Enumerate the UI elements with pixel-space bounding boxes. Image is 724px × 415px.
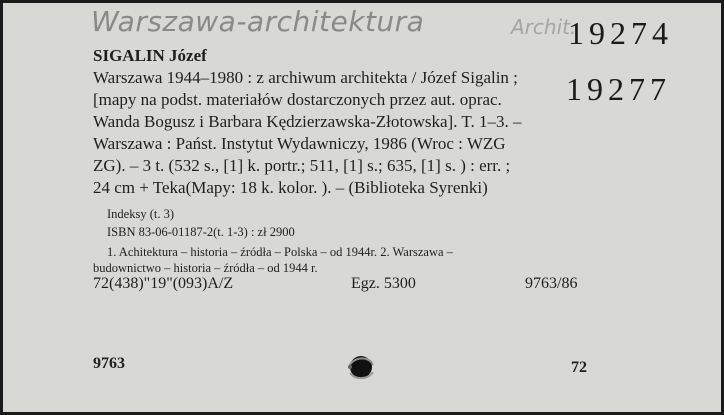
note-isbn: ISBN 83-06-01187-2(t. 1-3) : zł 2900: [107, 225, 295, 239]
record-line: 24 cm + Teka(Mapy: 18 k. kolor. ). – (Biblioteka Syrenki): [93, 178, 488, 197]
note-index: Indeksy (t. 3): [107, 207, 174, 221]
handwritten-subject: Warszawa-architektura: [91, 5, 425, 38]
record-line: Warszawa 1944–1980 : z archiwum architekta / Józef Sigalin ;: [93, 68, 518, 87]
stamp-number-second: 19277: [566, 71, 671, 107]
record-line: Warszawa : Państ. Instytut Wydawniczy, 1986 (Wroc : WZG: [93, 134, 506, 153]
subject-line: budownictwo – historia – źródła – od 1944 r.: [93, 261, 318, 275]
author-heading: SIGALIN Józef: [93, 46, 207, 65]
handwritten-corner-note: Archit.: [511, 15, 577, 39]
record-body: [93, 45, 613, 276]
copy-count: Egz. 5300: [351, 275, 416, 292]
footer-number-left: 9763: [93, 355, 125, 372]
record-line: [mapy na podst. materiałów dostarczonych przez aut. oprac.: [93, 90, 502, 109]
punch-hole-icon: [343, 349, 379, 385]
record-code: 9763/86: [525, 275, 578, 292]
stamp-number-top: 19274: [568, 15, 673, 51]
subject-line: 1. Achitektura – historia – źródła – Polska – od 1944r. 2. Warszawa –: [107, 245, 453, 259]
record-line: ZG). – 3 t. (532 s., [1] k. portr.; 511, [1] s.; 635, [1] s. ) : err. ;: [93, 156, 511, 175]
footer-number-right: 72: [571, 359, 587, 376]
udc-code: 72(438)"19"(093)A/Z: [93, 275, 234, 292]
record-line: Wanda Bogusz i Barbara Kędzierzawska-Złotowska]. T. 1–3. –: [93, 112, 522, 131]
